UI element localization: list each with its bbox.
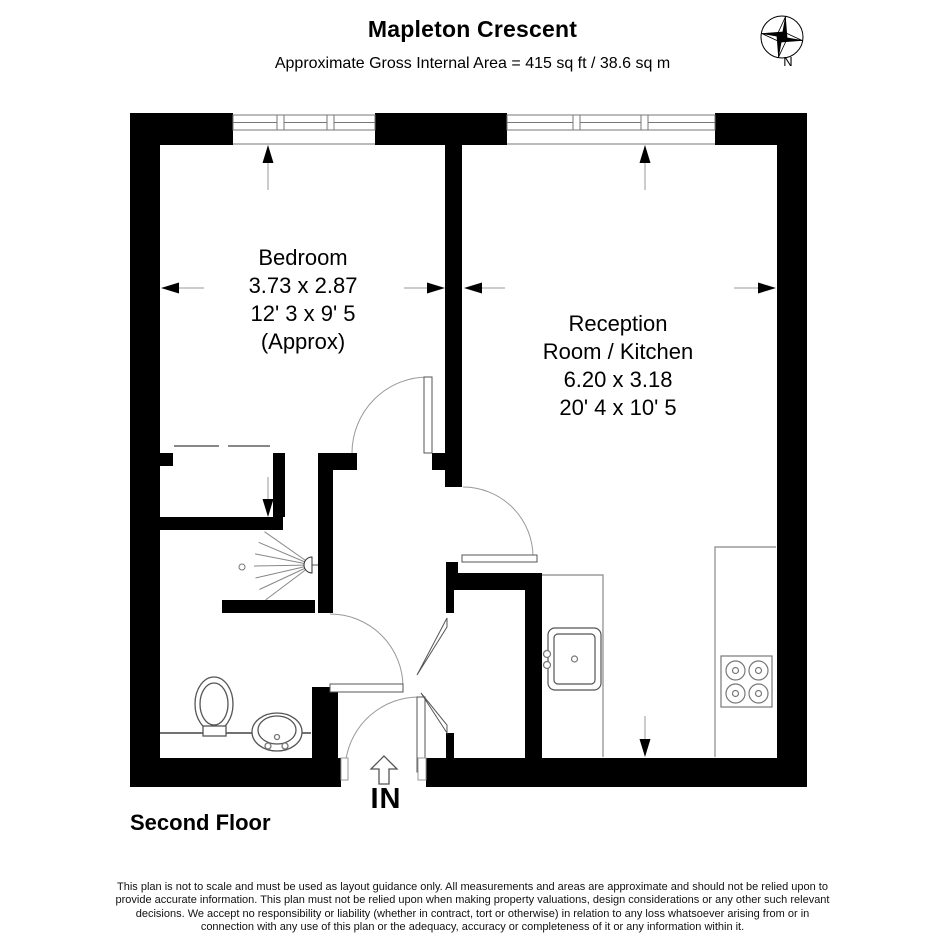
reception-dimensions-imperial: 20' 4 x 10' 5 <box>559 395 677 420</box>
reception-door <box>462 487 537 562</box>
wall-wardrobe-stub <box>160 453 173 466</box>
kitchen-fixtures <box>542 547 776 757</box>
door-swing-icon <box>352 377 428 453</box>
hob-icon <box>721 656 772 707</box>
door-leaf <box>462 555 537 562</box>
wall-wardrobe-right <box>273 453 285 517</box>
wall-kitchen-divider <box>525 590 542 758</box>
disclaimer-line: connection with any use of this plan or the adequacy, accuracy or completeness of it or any information within it. <box>200 921 745 934</box>
door-swing-icon <box>346 697 418 759</box>
reception-dimensions-metric: 6.20 x 3.18 <box>563 367 673 392</box>
bedroom-dimensions-metric: 3.73 x 2.87 <box>248 273 358 298</box>
kitchen-sink-icon <box>544 628 602 690</box>
dimension-arrow-icon <box>464 283 505 294</box>
wall-bottom-right <box>426 758 807 787</box>
entrance-label: IN <box>370 783 402 815</box>
dimension-arrow-icon <box>734 283 776 294</box>
bedroom-dimensions-imperial: 12' 3 x 9' 5 <box>250 301 356 326</box>
wall-top-middle <box>375 113 507 145</box>
reception-window-icon <box>507 115 715 144</box>
floor-label: Second Floor <box>130 810 271 835</box>
wall-bottom-left <box>130 758 341 787</box>
compass-north-label: N <box>783 54 793 69</box>
disclaimer-line: decisions. We accept no responsibility or liability (whether in contract, tort or otherwise) in relation to any loss whatsoever arising from or in <box>135 907 810 920</box>
shower-icon <box>239 532 318 600</box>
cupboard-door-leaf <box>417 618 447 675</box>
door-jamb <box>418 758 426 780</box>
wall-hall-top <box>446 573 542 590</box>
wall-left <box>130 113 160 787</box>
wall-bathroom-top <box>160 517 283 530</box>
wall-cupboard-stub-north <box>446 590 454 613</box>
dimension-arrow-icon <box>640 716 651 757</box>
toilet-icon <box>195 677 233 736</box>
entrance-arrow-icon <box>371 756 397 784</box>
wall-cupboard-stub-south <box>446 733 454 758</box>
wall-bathroom-right <box>312 687 338 760</box>
dimension-arrow-icon <box>263 477 274 517</box>
wall-shower-right <box>318 453 333 613</box>
dimension-arrows <box>161 145 776 757</box>
wall-top-left <box>130 113 233 145</box>
wall-central <box>445 113 462 487</box>
reception-name-line2: Room / Kitchen <box>542 339 694 364</box>
bedroom-label <box>193 244 413 356</box>
disclaimer-line: provide accurate information. This plan must not be relied upon when making property valuations, design considerations or any other such relevant <box>115 894 830 907</box>
door-swing-icon <box>463 487 533 557</box>
door-leaf <box>424 377 432 453</box>
area-subtitle: Approximate Gross Internal Area = 415 sq ft / 38.6 sq m <box>274 55 671 72</box>
dimension-arrow-icon <box>263 145 274 190</box>
reception-label <box>507 310 729 422</box>
door-swing-icon <box>330 614 403 687</box>
basin-icon <box>252 713 302 751</box>
door-leaf <box>330 684 403 692</box>
bathroom-fixtures <box>160 532 318 751</box>
wall-right <box>777 113 807 787</box>
reception-name-line1: Reception <box>568 311 668 336</box>
bedroom-approx-note: (Approx) <box>260 329 346 354</box>
wall-bedroom-door-east <box>432 453 462 470</box>
door-jamb <box>341 758 348 780</box>
bathroom-door <box>330 614 403 692</box>
page-title: Mapleton Crescent <box>367 16 578 42</box>
kitchen-counter-right <box>715 547 776 757</box>
dimension-arrow-icon <box>640 145 651 190</box>
walls <box>130 113 807 787</box>
bedroom-window-icon <box>233 115 375 144</box>
wall-shower-enclosure <box>222 600 315 613</box>
bedroom-name: Bedroom <box>258 245 348 270</box>
disclaimer-line: This plan is not to scale and must be used as layout guidance only. All measurements and areas are approximate and should not be relied upon to <box>117 881 828 893</box>
disclaimer <box>0 881 945 935</box>
bedroom-door <box>352 377 432 453</box>
